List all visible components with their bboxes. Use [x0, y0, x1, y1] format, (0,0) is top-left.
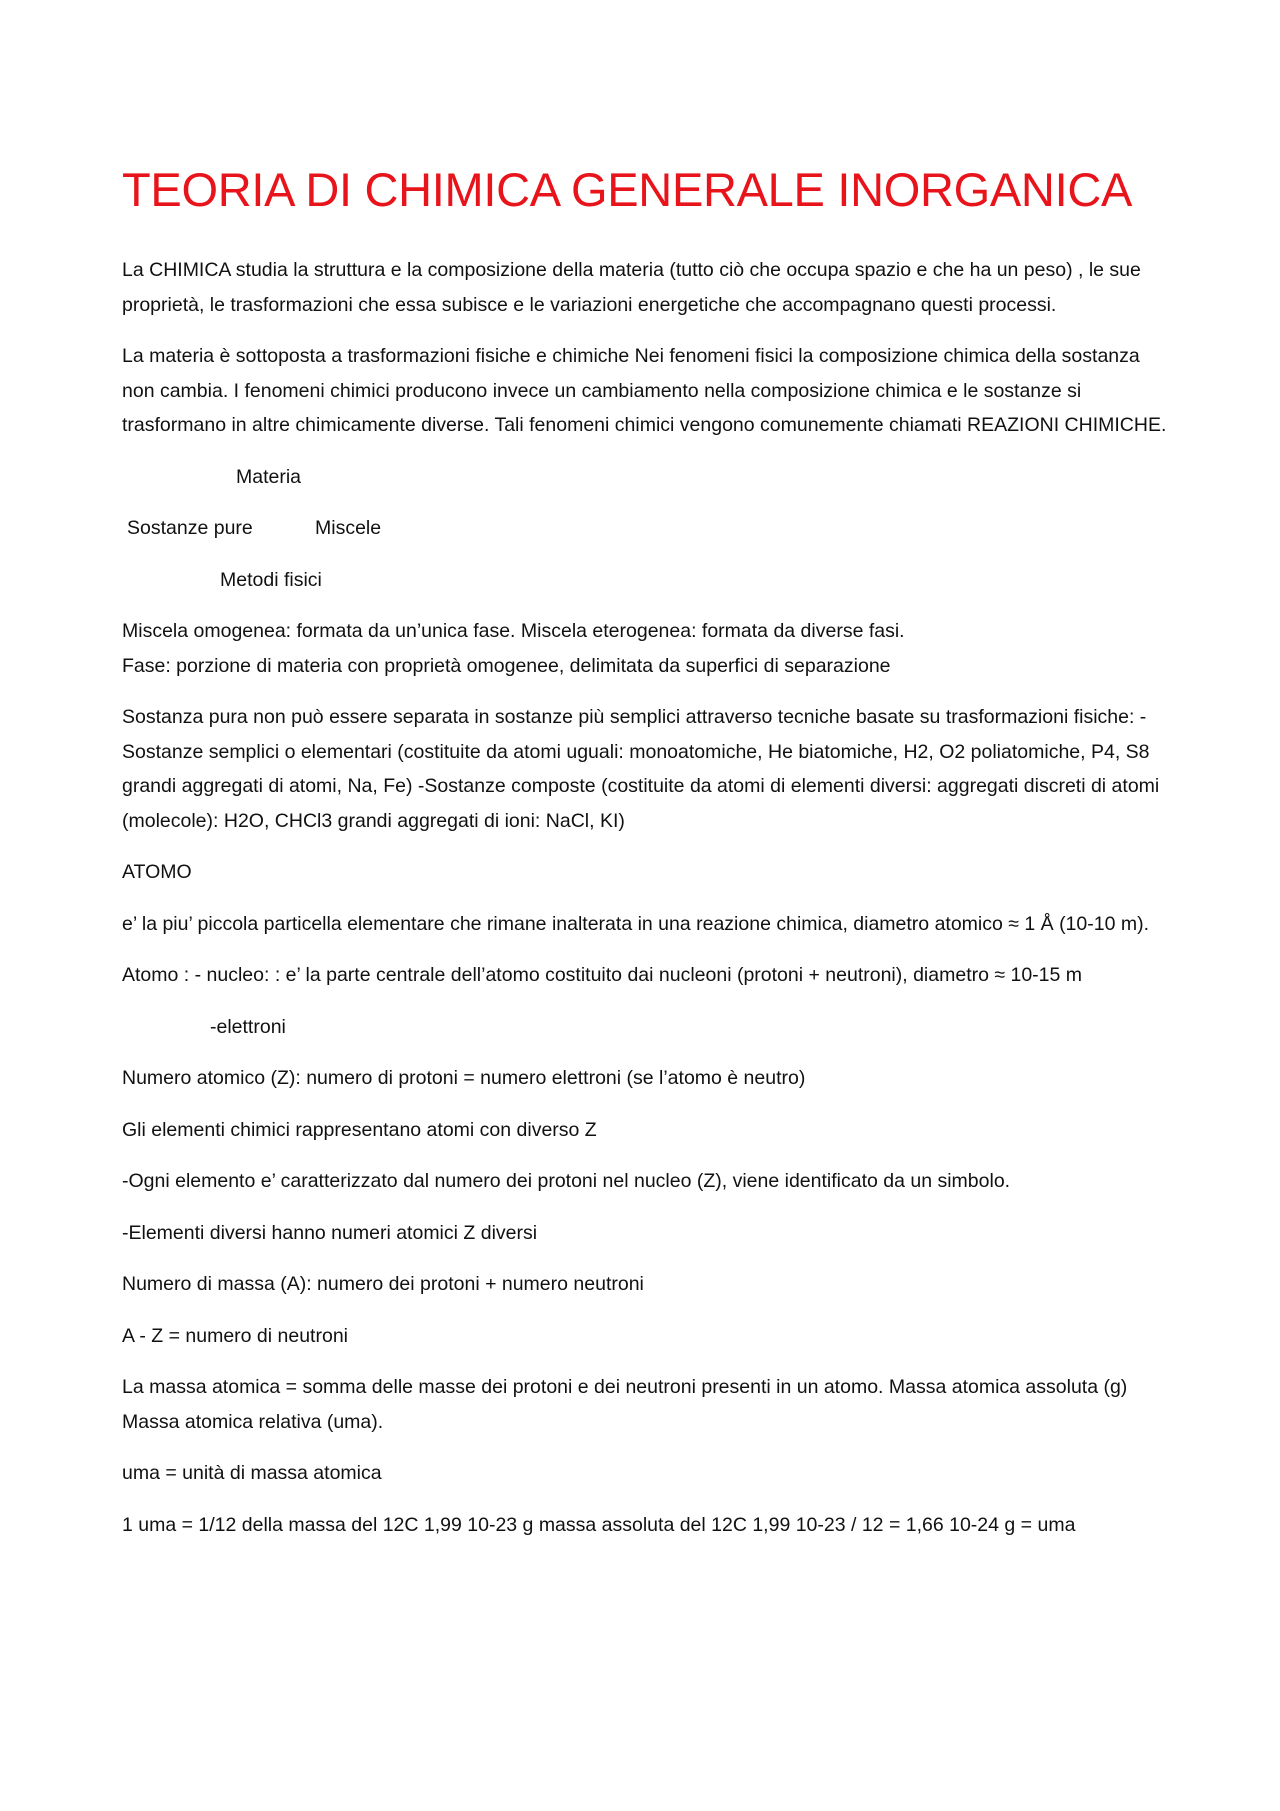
- pure-substance-paragraph: Sostanza pura non può essere separata in sostanze più semplici attraverso tecniche basate su trasformazioni fisiche: -Sostanze semplici o elementari (costituite da atomi uguali: monoatomiche, He biatomiche, H2, O2 poliatomiche, P4, S8 grandi aggregati di atomi, Na, Fe) -Sostanze composte (costituite da atomi di elementi diversi: aggregati discreti di atomi (molecole): H2O, CHCl3 grandi aggregati di ioni: NaCl, KI): [122, 706, 1160, 832]
- document-body: [122, 253, 1172, 1559]
- atom-heading: ATOMO: [122, 861, 192, 883]
- element-symbol-line: -Ogni elemento e’ caratterizzato dal numero dei protoni nel nucleo (Z), viene identificato da un simbolo.: [122, 1170, 1011, 1192]
- intro-paragraph: La CHIMICA studia la struttura e la composizione della materia (tutto ciò che occupa spazio e che ha un peso) , le sue proprietà, le trasformazioni che essa subisce e le variazioni energetiche che accompagnano questi processi.: [122, 259, 1141, 316]
- neutrons-line: A - Z = numero di neutroni: [122, 1324, 348, 1347]
- different-elements-line: -Elementi diversi hanno numeri atomici Z diversi: [122, 1221, 538, 1244]
- elements-line: Gli elementi chimici rappresentano atomi con diverso Z: [122, 1118, 597, 1141]
- diagram-sostanze-pure: Sostanze pure: [127, 517, 253, 539]
- uma-value: 1 uma = 1/12 della massa del 12C 1,99 10-23 g massa assoluta del 12C 1,99 10-23 / 12 = 1,66 10-24 g = uma: [122, 1513, 1076, 1536]
- diagram-metodi-fisici: Metodi fisici: [220, 568, 322, 591]
- atom-electrons: -elettroni: [210, 1015, 286, 1038]
- phase-definition: Fase: porzione di materia con proprietà omogenee, delimitata da superfici di separazione: [122, 654, 891, 677]
- diagram-methods-row: [122, 563, 1172, 598]
- diagram-root-row: [122, 460, 1172, 495]
- atom-nucleus: Atomo : - nucleo: : e’ la parte centrale dell’atomo costituito dai nucleoni (protoni + neutroni), diametro ≈ 10-15 m: [122, 964, 1083, 986]
- diagram-miscele: Miscele: [315, 517, 382, 539]
- document-title: TEORIA DI CHIMICA GENERALE INORGANICA: [122, 163, 1133, 216]
- diagram-materia: Materia: [236, 465, 302, 488]
- diagram-branches-row: [122, 511, 1172, 546]
- mixture-definition: Miscela omogenea: formata da un’unica fase. Miscela eterogenea: formata da diverse fasi.: [122, 620, 905, 642]
- atomic-number: Numero atomico (Z): numero di protoni = numero elettroni (se l’atomo è neutro): [122, 1067, 806, 1089]
- transformations-paragraph: La materia è sottoposta a trasformazioni fisiche e chimiche Nei fenomeni fisici la composizione chimica della sostanza non cambia. I fenomeni chimici producono invece un cambiamento nella composizione chimica e le sostanze si trasformano in altre chimicamente diverse. Tali fenomeni chimici vengono comunemente chiamati REAZIONI CHIMICHE.: [122, 345, 1167, 436]
- atomic-mass-paragraph: La massa atomica = somma delle masse dei protoni e dei neutroni presenti in un atomo. Massa atomica assoluta (g) Massa atomica relativa (uma).: [122, 1376, 1128, 1433]
- atom-definition: e’ la piu’ piccola particella elementare che rimane inalterata in una reazione chimica, diametro atomico ≈ 1 Å (10-10 m).: [122, 912, 1150, 935]
- mass-number-line: Numero di massa (A): numero dei protoni + numero neutroni: [122, 1273, 644, 1295]
- uma-definition: uma = unità di massa atomica: [122, 1462, 382, 1484]
